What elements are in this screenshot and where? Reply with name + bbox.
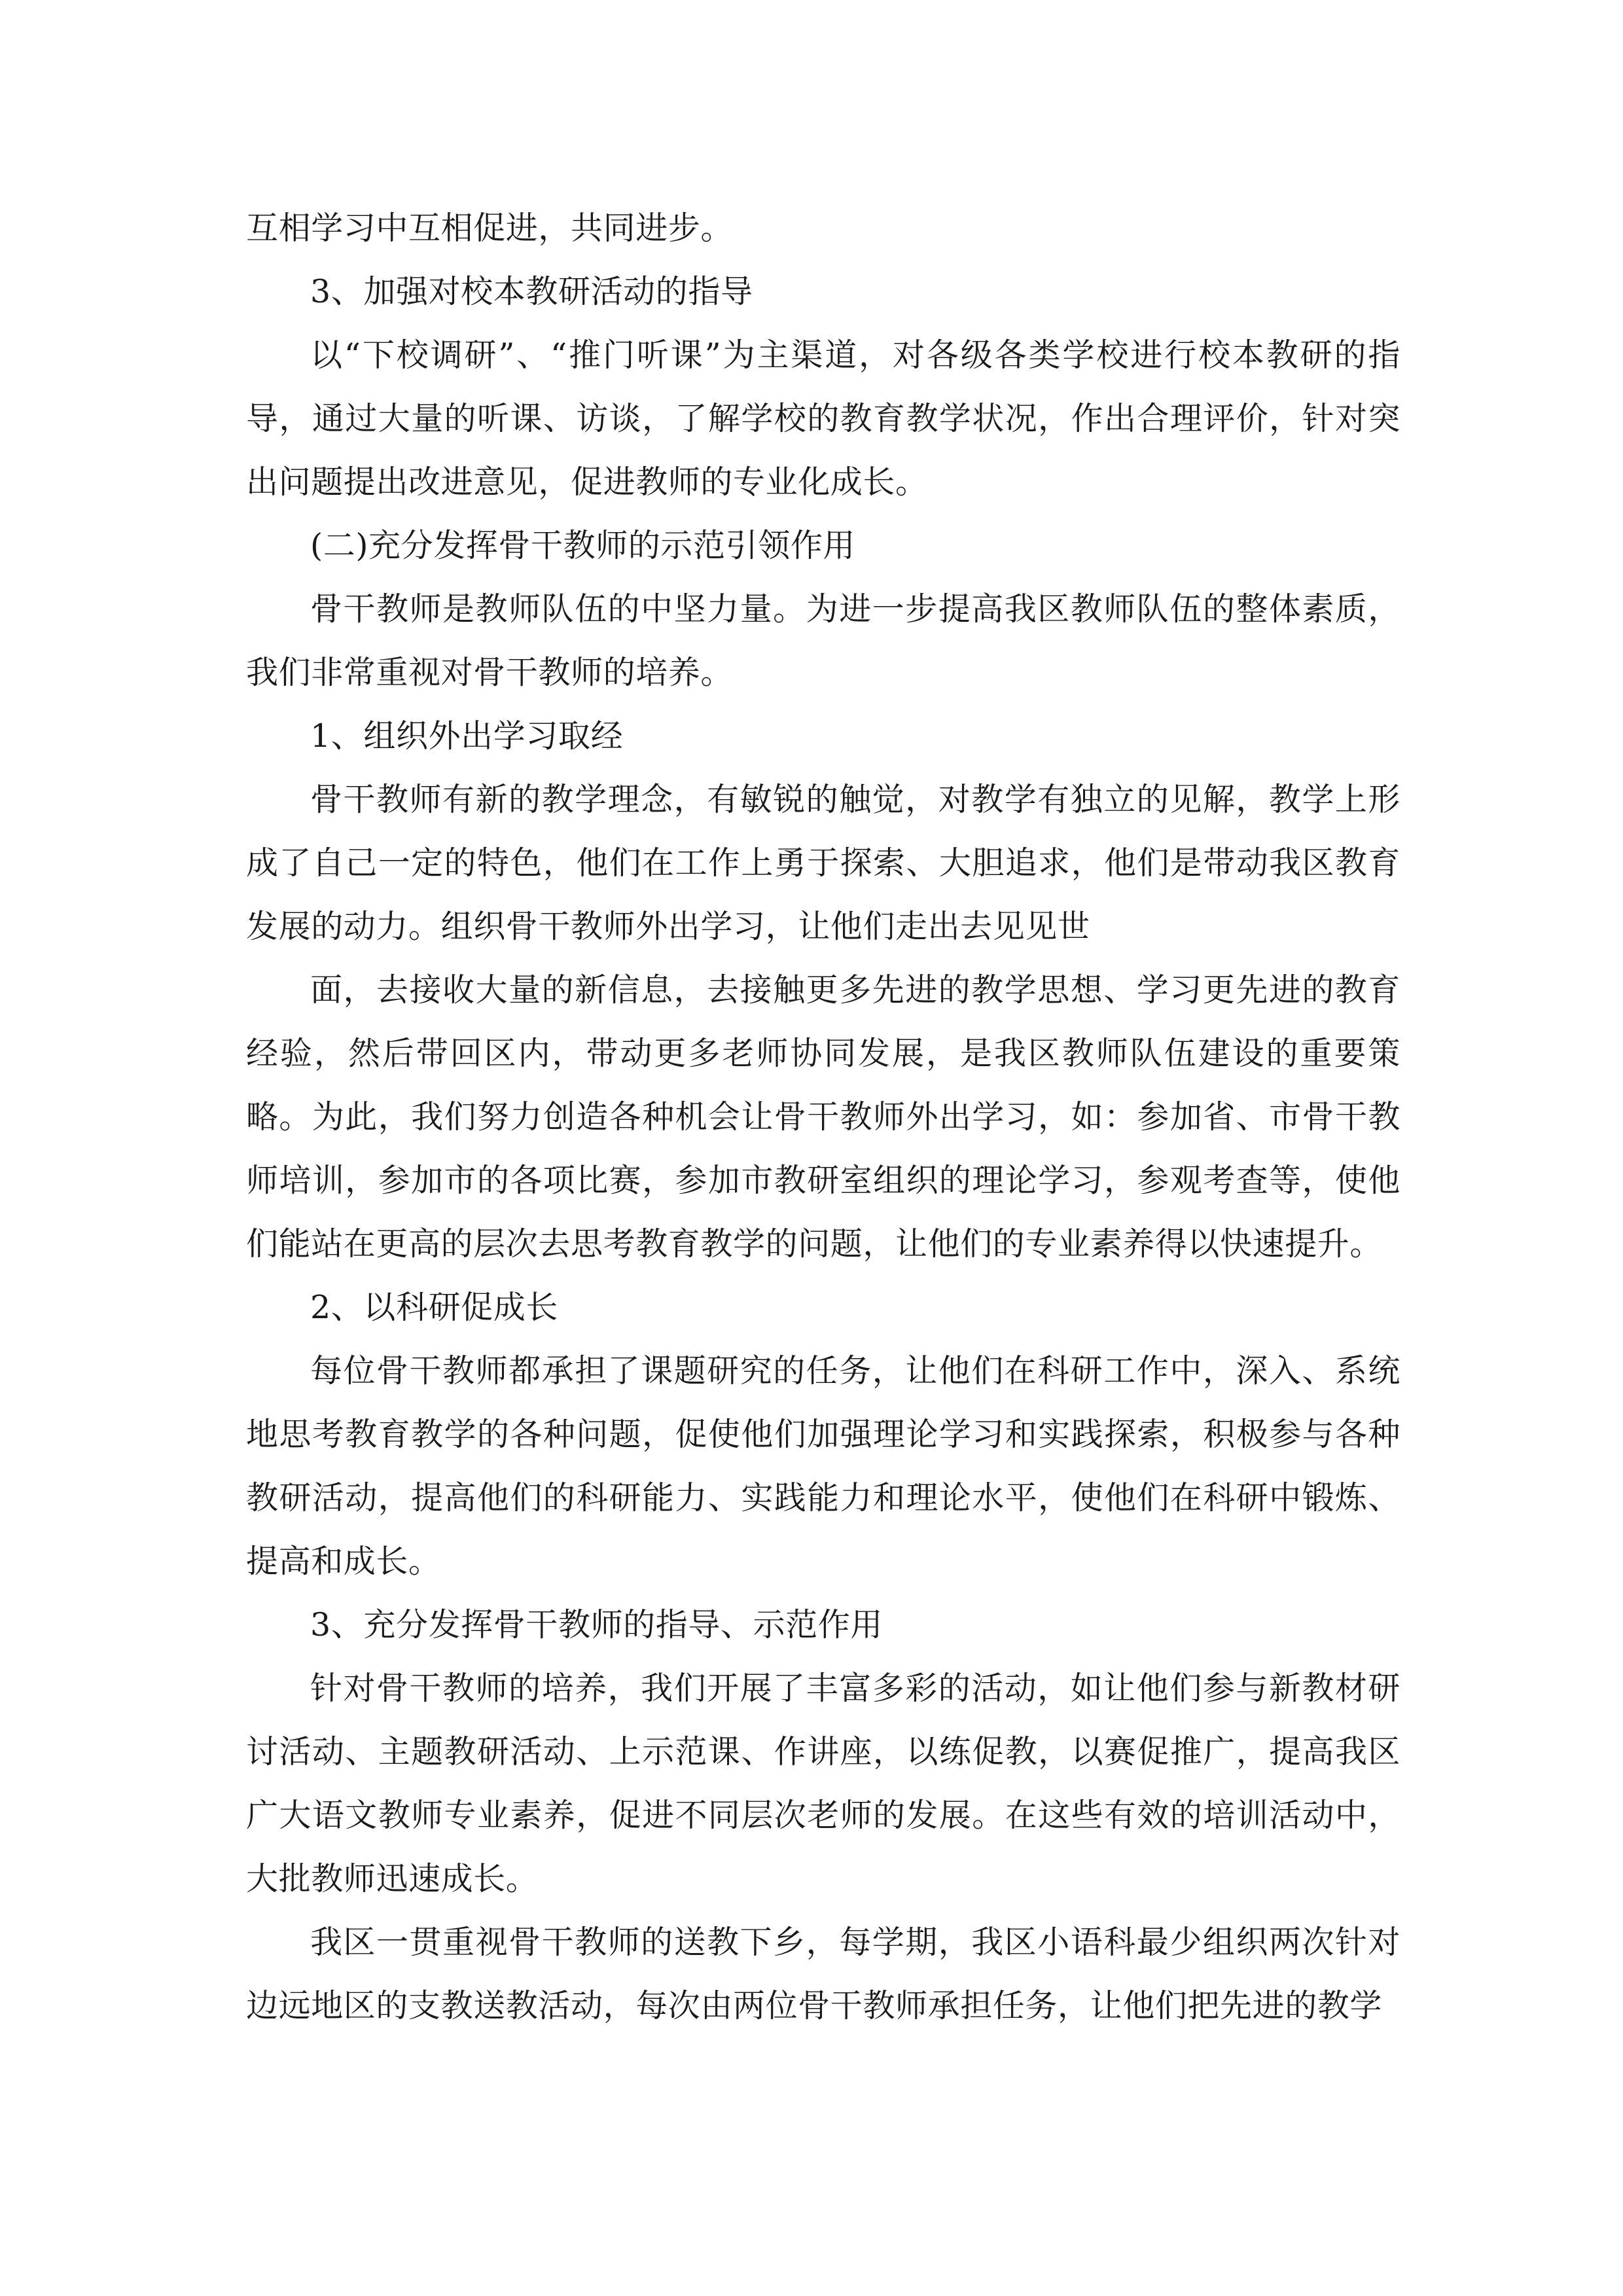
section-heading-study-trips: 1、组织外出学习取经 — [310, 717, 624, 755]
paragraph: 以“下校调研”、“推门听课”为主渠道，对各级各类学校进行校本教研的指导，通过大量的听课、访谈，了解学校的教育教学状况，作出合理评价，针对突出问题提出改进意见，促进教师的专业化成长。 — [246, 336, 1400, 501]
paragraph: 面，去接收大量的新信息，去接触更多先进的教学思想、学习更先进的教育经验，然后带回区内，带动更多老师协同发展，是我区教师队伍建设的重要策略。为此，我们努力创造各种机会让骨干教师外出学习，如：参加省、市骨干教师培训，参加市的各项比赛，参加市教研室组织的理论学习，参观考查等，使他们能站在更高的层次去思考教育教学的问题，让他们的专业素养得以快速提升。 — [246, 971, 1400, 1263]
paragraph: 我区一贯重视骨干教师的送教下乡，每学期，我区小语科最少组织两次针对边远地区的支教送教活动，每次由两位骨干教师承担任务，让他们把先进的教学 — [246, 1924, 1400, 2024]
section-heading-guidance: 3、加强对校本教研活动的指导 — [310, 273, 753, 310]
paragraph: 骨干教师有新的教学理念，有敏锐的触觉，对教学有独立的见解，教学上形成了自己一定的特色，他们在工作上勇于探索、大胆追求，他们是带动我区教育发展的动力。组织骨干教师外出学习，让他们走出去见见世 — [246, 781, 1400, 945]
section-heading-research: 2、以科研促成长 — [310, 1289, 558, 1326]
section-heading-demonstration: 3、充分发挥骨干教师的指导、示范作用 — [310, 1606, 883, 1643]
paragraph: 骨干教师是教师队伍的中坚力量。为进一步提高我区教师队伍的整体素质，我们非常重视对骨干教师的培养。 — [246, 590, 1400, 691]
document-body — [246, 196, 1400, 2037]
section-heading-backbone-teachers: (二)充分发挥骨干教师的示范引领作用 — [310, 527, 856, 564]
paragraph: 针对骨干教师的培养，我们开展了丰富多彩的活动，如让他们参与新教材研讨活动、主题教研活动、上示范课、作讲座，以练促教，以赛促推广，提高我区广大语文教师专业素养，促进不同层次老师的发展。在这些有效的培训活动中，大批教师迅速成长。 — [246, 1670, 1400, 1897]
paragraph: 每位骨干教师都承担了课题研究的任务，让他们在科研工作中，深入、系统地思考教育教学的各种问题，促使他们加强理论学习和实践探索，积极参与各种教研活动，提高他们的科研能力、实践能力和理论水平，使他们在科研中锻炼、提高和成长。 — [246, 1352, 1400, 1580]
paragraph-continuation: 互相学习中互相促进，共同进步。 — [246, 209, 734, 247]
